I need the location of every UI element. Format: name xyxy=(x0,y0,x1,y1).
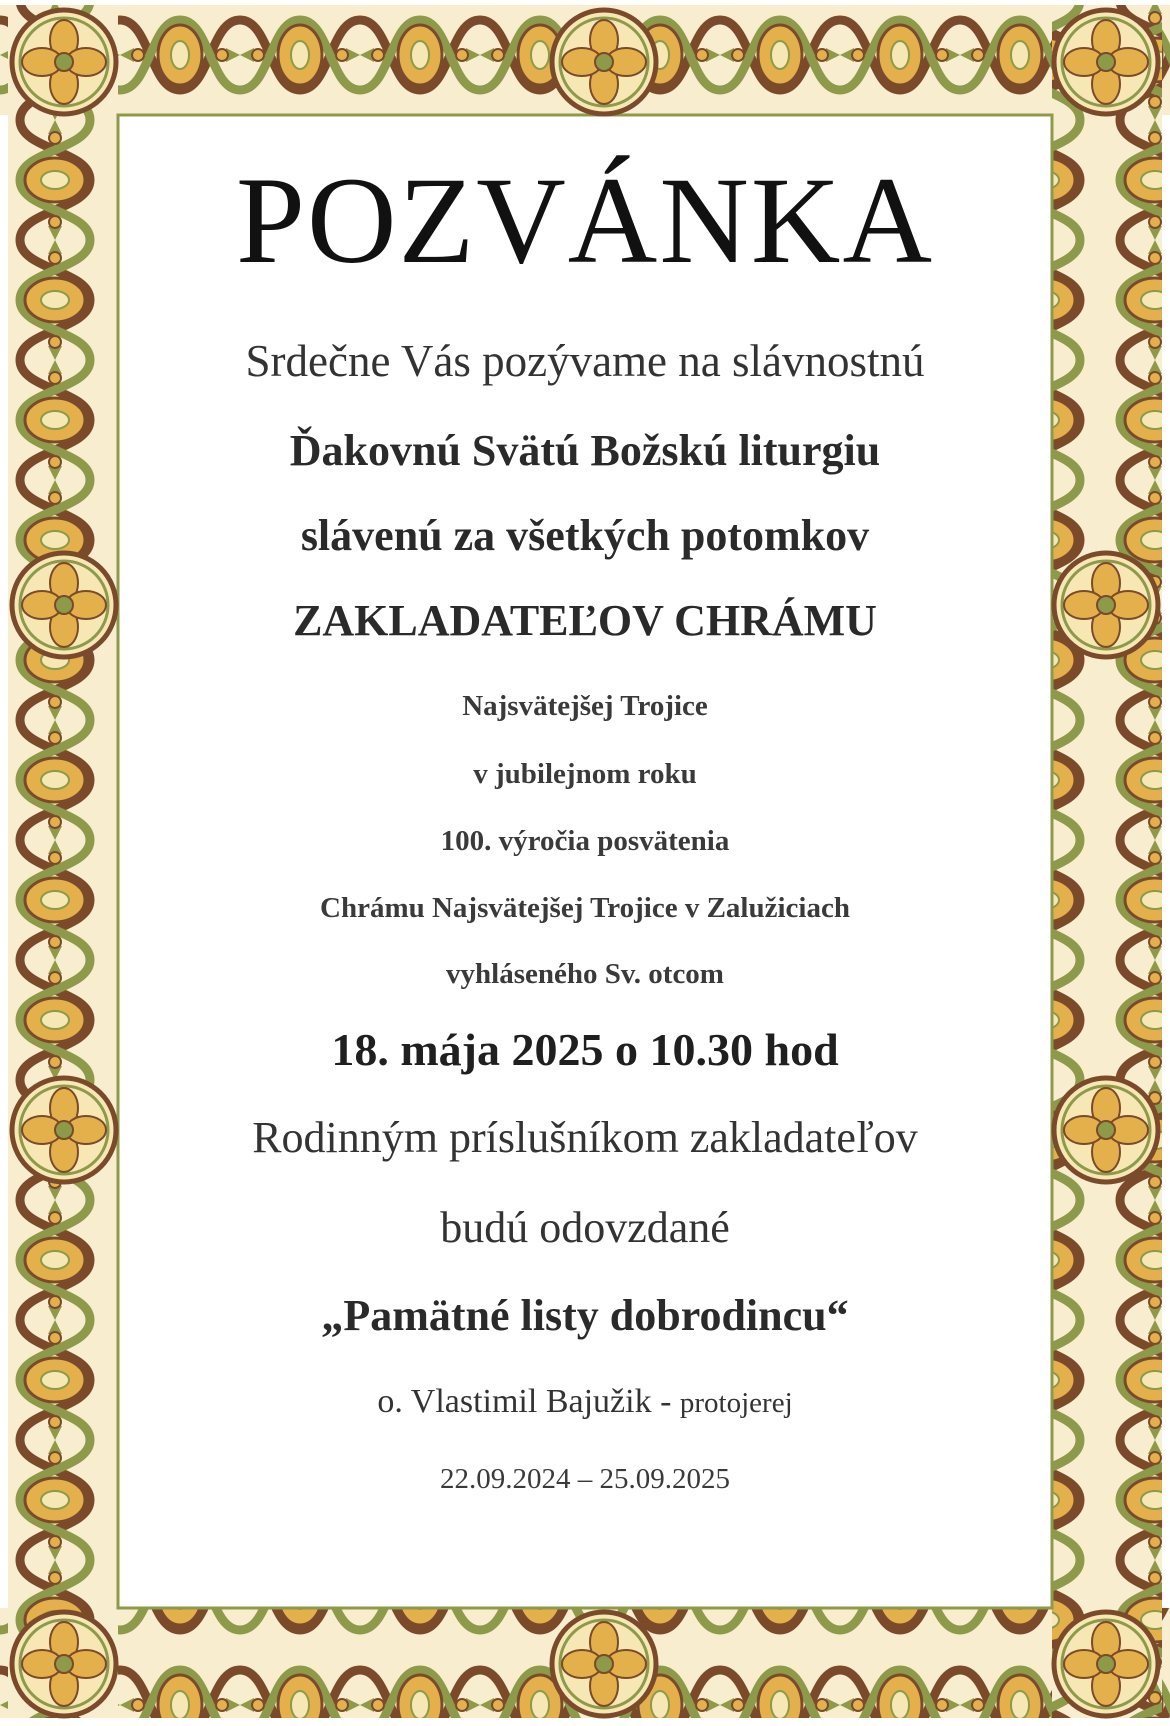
family-line-1: Rodinným príslušníkom zakladateľov xyxy=(252,1113,918,1162)
family-line-2: budú odovzdané xyxy=(440,1203,730,1252)
certificate-name: „Pamätné listy dobrodincu“ xyxy=(321,1291,849,1340)
detail-line: v jubilejnom roku xyxy=(473,758,697,790)
detail-line: Chrámu Najsvätejšej Trojice v Zalužiciach xyxy=(320,892,850,924)
invitation-title: POZVÁNKA xyxy=(236,152,934,289)
detail-line: vyhláseného Sv. otcom xyxy=(446,958,724,990)
detail-line: Najsvätejšej Trojice xyxy=(462,690,708,722)
jubilee-period: 22.09.2024 – 25.09.2025 xyxy=(440,1463,730,1495)
signature-name: o. Vlastimil Bajužik - xyxy=(377,1383,672,1420)
intro-line: Srdečne Vás pozývame na slávnostnú xyxy=(245,336,925,386)
signature-line xyxy=(150,1383,1020,1421)
border-right xyxy=(1052,5,1162,1718)
liturgy-line-3: ZAKLADATEĽOV CHRÁMU xyxy=(293,596,877,645)
event-datetime: 18. mája 2025 o 10.30 hod xyxy=(331,1024,839,1075)
invitation-content xyxy=(150,130,1020,1560)
detail-line: 100. výročia posvätenia xyxy=(440,825,730,857)
liturgy-line-1: Ďakovnú Svätú Božskú liturgiu xyxy=(289,426,881,475)
liturgy-line-2: slávenú za všetkých potomkov xyxy=(300,511,870,560)
border-left xyxy=(8,5,118,1718)
signature-role: protojerej xyxy=(679,1387,793,1419)
